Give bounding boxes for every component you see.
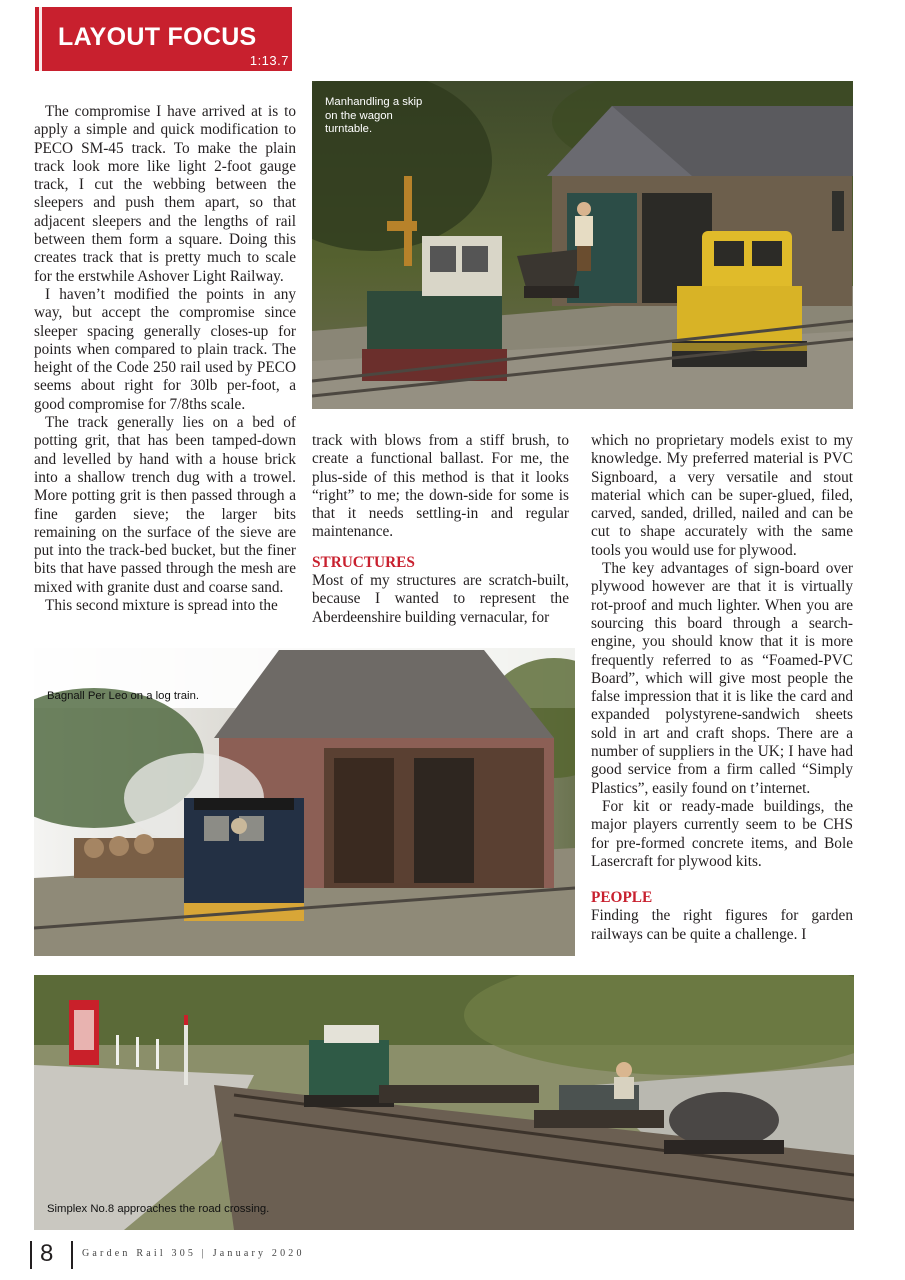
paragraph: I haven’t modified the points in any way, but accept the compromise since sleeper spacing generally closes-up for points when compared to plain track. The height of the Code 250 rail used by PECO seems about right for 30lb per-foot, a good compromise for 7/8ths scale. — [34, 285, 296, 413]
paragraph: Finding the right figures for garden railways can be quite a challenge. I — [591, 907, 853, 943]
paragraph: which no proprietary models exist to my knowledge. My preferred material is PVC Signboard, a very versatile and stout material which can be super-glued, filed, carved, sanded, drilled, nailed and can be cut to shape accurately with the same tools you would use for plywood. — [591, 432, 853, 559]
photo-road-crossing-image — [34, 975, 854, 1230]
section-title: LAYOUT FOCUS — [58, 23, 257, 51]
photo-wagon-turntable — [312, 81, 853, 409]
paragraph: The compromise I have arrived at is to apply a simple and quick modification to PECO SM-45 track. To make the plain track look more like light 2-foot gauge track, I cut the webbing between the sleepers and push them apart, so that adjacent sleepers and the lengths of rail between them form a square. Doing this creates track that is pretty much to scale for the erstwhile Ashover Light Railway. — [34, 103, 296, 285]
photo-caption: Bagnall Per Leo on a log train. — [47, 690, 199, 702]
section-heading-structures: STRUCTURES — [312, 553, 415, 571]
photo-log-train — [34, 648, 575, 956]
paragraph: track with blows from a stiff brush, to create a functional ballast. For me, the plus-side of this method is that it looks “right” to me; the down-side for some is that it needs settling-in and regular maintenance. — [312, 432, 569, 541]
scale-label: 1:13.7 — [249, 53, 289, 68]
paragraph: Most of my structures are scratch-built, because I wanted to represent the Aberdeenshire building vernacular, for — [312, 572, 569, 626]
photo-road-crossing — [34, 975, 854, 1230]
paragraph: The track generally lies on a bed of potting grit, that has been tamped-down and levelled by hand with a house brick into a shallow trench dug with a trowel. More potting grit is then passed through a fine garden sieve; the larger bits remaining on the surface of the sieve are put into the track-bed bucket, but the finer bits that have passed through the mesh are mixed with granite dust and coarse sand. — [34, 414, 296, 596]
footer-divider — [30, 1241, 32, 1269]
footer-divider — [71, 1241, 73, 1269]
paragraph: This second mixture is spread into the — [45, 597, 278, 615]
text-column-2 — [312, 432, 569, 627]
section-heading-people: PEOPLE — [591, 889, 653, 907]
header-accent-stripe — [39, 7, 42, 71]
text-column-3 — [591, 432, 853, 944]
text-column-1 — [34, 103, 296, 615]
paragraph: The key advantages of sign-board over plywood however are that it is virtually rot-proof and much lighter. When you are sourcing this board through a search-engine, you should know that it is more frequently referred to as “Foamed-PVC Board”, which will give most people the false impression that it is like the card and expanded polystyrene-sandwich sheets sold in art and craft shops. There are a number of suppliers in the UK; I have had good service from a firm called “Simply Plastics”, easily found on t’internet. — [591, 560, 853, 797]
publication-line: Garden Rail 305 | January 2020 — [82, 1248, 305, 1259]
photo-caption: Manhandling a skip on the wagon turntable. — [325, 96, 423, 135]
page-number: 8 — [40, 1240, 54, 1267]
paragraph: For kit or ready-made buildings, the major players currently seem to be CHS for pre-formed concrete items, and Bole Lasercraft for plywood kits. — [591, 797, 853, 870]
photo-caption: Simplex No.8 approaches the road crossing. — [47, 1203, 270, 1215]
